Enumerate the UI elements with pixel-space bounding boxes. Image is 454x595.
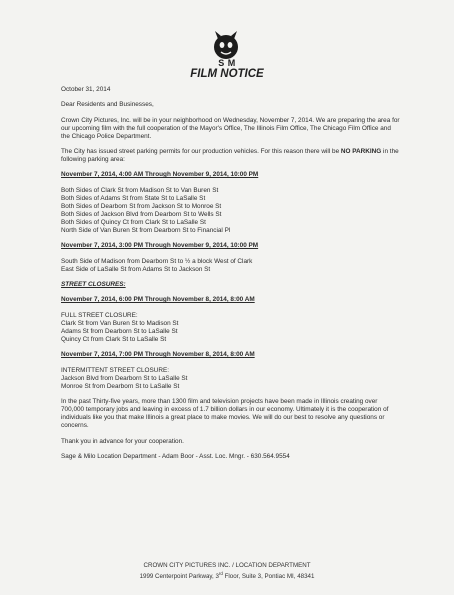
footer-address-sup: rd: [218, 571, 223, 576]
no-parking-emphasis: NO PARKING: [340, 148, 382, 156]
footer: [0, 562, 454, 581]
footer-address: [0, 570, 454, 581]
list-item: North Side of Van Buren St from Dearborn St to Financial Pl: [61, 227, 231, 235]
letter-date: October 31, 2014: [61, 86, 111, 93]
permits-pre: The City has issued street parking permits for our production vehicles. For this reason there will be: [61, 148, 341, 156]
list-item: Clark St from Van Buren St to Madison St: [61, 319, 179, 327]
list-item: East Side of LaSalle St from Adams St to Jackson St: [61, 265, 211, 273]
list-item: Both Sides of Clark St from Madison St to Van Buren St: [61, 186, 219, 194]
thanks-line: Thank you in advance for your cooperation.: [61, 437, 184, 445]
footer-address-a: 1999 Centerpoint Parkway, 3: [139, 573, 219, 581]
page-title: FILM NOTICE: [190, 68, 264, 80]
list-item: South Side of Madison from Dearborn St to ½ a block West of Clark: [61, 257, 253, 265]
logo-text: S M: [218, 58, 236, 68]
greeting: Dear Residents and Businesses,: [61, 101, 154, 109]
list-item: Monroe St from Dearborn St to LaSalle St: [61, 382, 180, 390]
list-item: Both Sides of Quincy Ct from Clark St to LaSalle St: [61, 219, 206, 227]
street-closures-title: STREET CLOSURES:: [61, 281, 126, 289]
permits-paragraph: [61, 148, 401, 164]
closure2-label: INTERMITTENT STREET CLOSURE:: [61, 366, 170, 374]
list-item: Jackson Blvd from Dearborn St to LaSalle St: [61, 374, 188, 382]
footer-address-b: Floor, Suite 3, Pontiac MI, 48341: [222, 573, 315, 581]
list-item: Both Sides of Adams St from State St to LaSalle St: [61, 194, 206, 202]
letter-body: [61, 86, 401, 461]
list-item: Adams St from Dearborn St to LaSalle St: [61, 327, 178, 335]
list-item: Quincy Ct from Clark St to LaSalle St: [61, 335, 167, 343]
list-item: Both Sides of Jackson Blvd from Dearborn St to Wells St: [61, 210, 222, 218]
footer-company: CROWN CITY PICTURES INC. / LOCATION DEPARTMENT: [143, 562, 311, 569]
signature-line: Sage & Milo Location Department - Adam Boor - Asst. Loc. Mngr. - 630.564.9554: [61, 452, 290, 460]
parking1-heading: November 7, 2014, 4:00 AM Through November 9, 2014, 10:00 PM: [61, 171, 259, 179]
rabbit-head-icon: [209, 30, 243, 60]
permits-post: in the following parking area:: [61, 148, 399, 164]
closure1-heading: November 7, 2014, 6:00 PM Through November 8, 2014, 8:00 AM: [61, 296, 255, 304]
closure2-heading: November 7, 2014, 7:00 PM Through November 8, 2014, 8:00 AM: [61, 351, 255, 359]
closure1-label: FULL STREET CLOSURE:: [61, 311, 138, 319]
closing-paragraph: In the past Thirty-five years, more than 1300 film and television projects have been made in Illinois creating over 700,000 temporary jobs and leaving in excess of 1.7 billion dollars in our economy. Ultimately it is the cooperation of individuals like you that make Illinois a great place to make movies. We will do our best to resolve any questions or concerns.: [61, 397, 389, 430]
parking2-heading: November 7, 2014, 3:00 PM Through November 9, 2014, 10:00 PM: [61, 242, 259, 250]
intro-paragraph: Crown City Pictures, Inc. will be in your neighborhood on Wednesday, November 7, 2014. We are preparing the area for our upcoming film with the full cooperation of the Mayor's Office, The Illinois Film Office, The Chicago Film Office and the Chicago Police Department.: [61, 116, 400, 140]
list-item: Both Sides of Dearborn St from Jackson St to Monroe St: [61, 202, 222, 210]
